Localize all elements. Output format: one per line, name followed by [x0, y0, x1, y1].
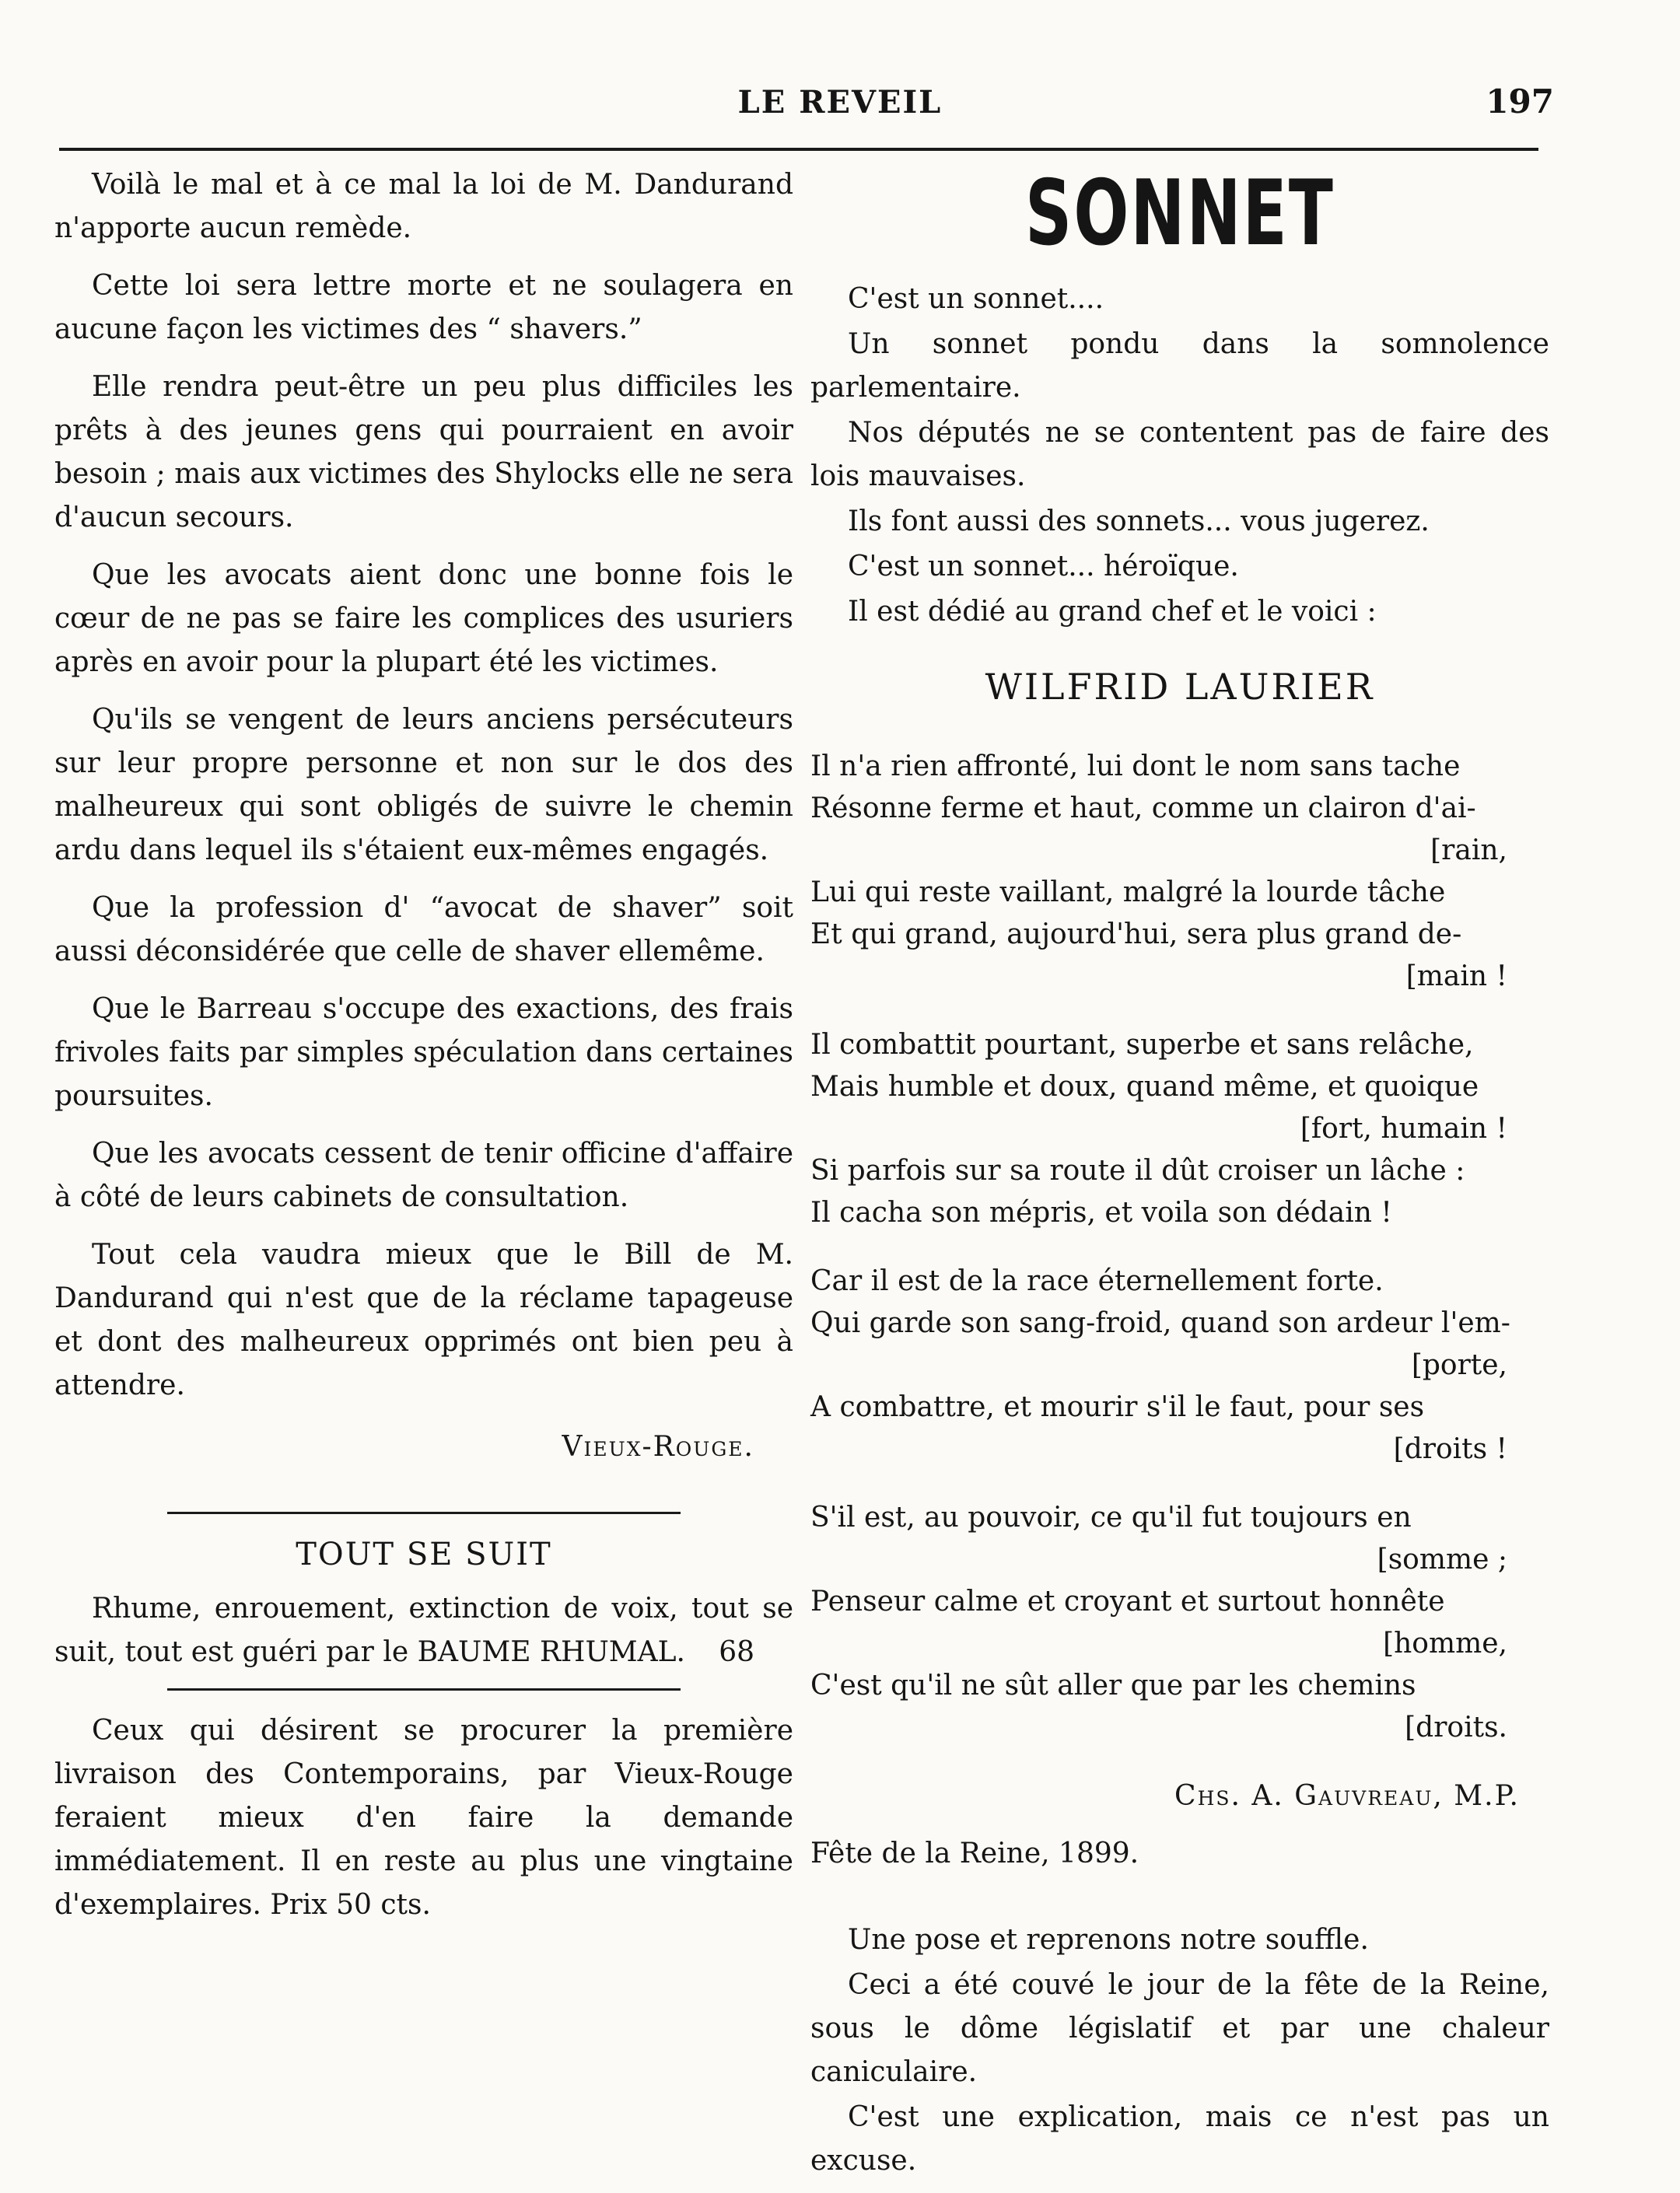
closing-commentary — [810, 1918, 1549, 2183]
ad-title: TOUT SE SUIT — [296, 1537, 552, 1572]
ad-text — [54, 1587, 793, 1674]
poem-title: WILFRID LAURIER — [985, 666, 1375, 708]
article-paragraph: Que les avocats aient donc une bonne fois le cœur de ne pas se faire les complices des usuriers après en avoir pour la plupart été les victimes. — [54, 559, 793, 678]
verse-line: A combattre, et mourir s'il le faut, pour ses — [810, 1391, 1425, 1423]
running-title: LE REVEIL — [737, 84, 943, 121]
verse-line: Résonne ferme et haut, comme un clairon d'ai- — [810, 792, 1476, 824]
article-signature: Vieux-Rouge. — [562, 1431, 754, 1463]
verse-line: Et qui grand, aujourd'hui, sera plus grand de- — [810, 918, 1462, 950]
verse-turnover: [rain, — [1430, 834, 1507, 866]
intro-line: Nos députés ne se contentent pas de faire des lois mauvaises. — [810, 417, 1549, 492]
section-divider — [167, 1688, 681, 1691]
right-column — [810, 159, 1549, 2184]
verse-line: S'il est, au pouvoir, ce qu'il fut toujours en — [810, 1502, 1412, 1534]
closing-paragraph: C'est une explication, mais ce n'est pas un excuse. — [810, 2101, 1549, 2177]
stanza — [810, 1261, 1549, 1471]
verse-turnover: [porte, — [1411, 1349, 1507, 1381]
page-number: 197 — [1486, 82, 1554, 121]
stanza — [810, 1024, 1549, 1234]
ad-body: Rhume, enrouement, extinction de voix, tout se suit, tout est guéri par le BAUME RHUMAL. — [54, 1593, 793, 1668]
article-paragraph: Que la profession d' “avocat de shaver” soit aussi déconsidérée que celle de shaver ellemême. — [54, 892, 793, 967]
verse-line: Si parfois sur sa route il dût croiser un lâche : — [810, 1155, 1465, 1187]
verse-turnover: [somme ; — [1377, 1544, 1507, 1576]
article-paragraph: Que les avocats cessent de tenir officine d'affaire à côté de leurs cabinets de consultation. — [54, 1138, 793, 1213]
notice-paragraph: Ceux qui désirent se procurer la première livraison des Contemporains, par Vieux-Rouge feraient mieux d'en faire la demande immédiatement. Il en reste au plus une vingtaine d'exemplaires. Prix 50 cts. — [54, 1715, 793, 1921]
intro-line: C'est un sonnet... héroïque. — [848, 551, 1239, 582]
verse-line: Penseur calme et croyant et surtout honnête — [810, 1586, 1445, 1618]
verse-line: Qui garde son sang-froid, quand son ardeur l'em- — [810, 1307, 1510, 1339]
verse-turnover: [droits ! — [1393, 1433, 1507, 1465]
article-paragraph: Que le Barreau s'occupe des exactions, des frais frivoles faits par simples spéculation dans certaines poursuites. — [54, 993, 793, 1112]
section-divider — [167, 1512, 681, 1514]
intro-line: Ils font aussi des sonnets... vous jugerez. — [848, 505, 1430, 537]
verse-line: Il cacha son mépris, et voila son dédain ! — [810, 1197, 1392, 1229]
ad-number: 68 — [719, 1636, 754, 1668]
article-paragraph: Qu'ils se vengent de leurs anciens persécuteurs sur leur propre personne et non sur le dos des malheureux qui sont obligés de suivre le chemin ardu dans lequel ils s'étaient eux-mêmes engagés. — [54, 704, 793, 866]
article-paragraph: Cette loi sera lettre morte et ne soulagera en aucune façon les victimes des “ shavers.” — [54, 270, 793, 345]
verse-line: Lui qui reste vaillant, malgré la lourde tâche — [810, 876, 1446, 908]
intro-line: Un sonnet pondu dans la somnolence parlementaire. — [810, 328, 1549, 404]
verse-turnover: [homme, — [1383, 1628, 1507, 1660]
verse-turnover: [droits. — [1405, 1712, 1507, 1744]
verse-line: Il combattit pourtant, superbe et sans relâche, — [810, 1029, 1474, 1061]
left-column — [54, 163, 793, 1941]
verse-turnover: [main ! — [1405, 960, 1507, 992]
closing-paragraph: Ceci a été couvé le jour de la fête de la Reine, sous le dôme législatif et par une chaleur caniculaire. — [810, 1969, 1549, 2088]
verse-line: C'est qu'il ne sût aller que par les chemins — [810, 1670, 1416, 1702]
poem-signature: Chs. A. Gauvreau, M.P. — [1174, 1780, 1520, 1812]
article-paragraph: Tout cela vaudra mieux que le Bill de M. Dandurand qui n'est que de la réclame tapageuse et dont des malheureux opprimés ont bien peu à attendre. — [54, 1239, 793, 1401]
poem-date: Fête de la Reine, 1899. — [810, 1838, 1139, 1869]
intro-line: Il est dédié au grand chef et le voici : — [848, 596, 1377, 628]
intro-line: C'est un sonnet.... — [848, 283, 1104, 315]
closing-paragraph: Une pose et reprenons notre souffle. — [848, 1924, 1369, 1956]
sonnet-banner: SONNET — [1025, 161, 1335, 266]
poem — [810, 746, 1549, 1749]
stanza — [810, 746, 1549, 998]
header-rule — [59, 148, 1538, 151]
article-paragraph: Elle rendra peut-être un peu plus difficiles les prêts à des jeunes gens qui pourraient en avoir besoin ; mais aux victimes des Shylocks elle ne sera d'aucun secours. — [54, 371, 793, 533]
stanza — [810, 1497, 1549, 1749]
verse-line: Car il est de la race éternellement forte. — [810, 1265, 1384, 1297]
verse-turnover: [fort, humain ! — [1300, 1113, 1507, 1145]
article-paragraph: Voilà le mal et à ce mal la loi de M. Dandurand n'apporte aucun remède. — [54, 169, 793, 244]
sonnet-intro — [810, 278, 1549, 634]
verse-line: Il n'a rien affronté, lui dont le nom sans tache — [810, 750, 1461, 782]
verse-line: Mais humble et doux, quand même, et quoique — [810, 1071, 1479, 1103]
